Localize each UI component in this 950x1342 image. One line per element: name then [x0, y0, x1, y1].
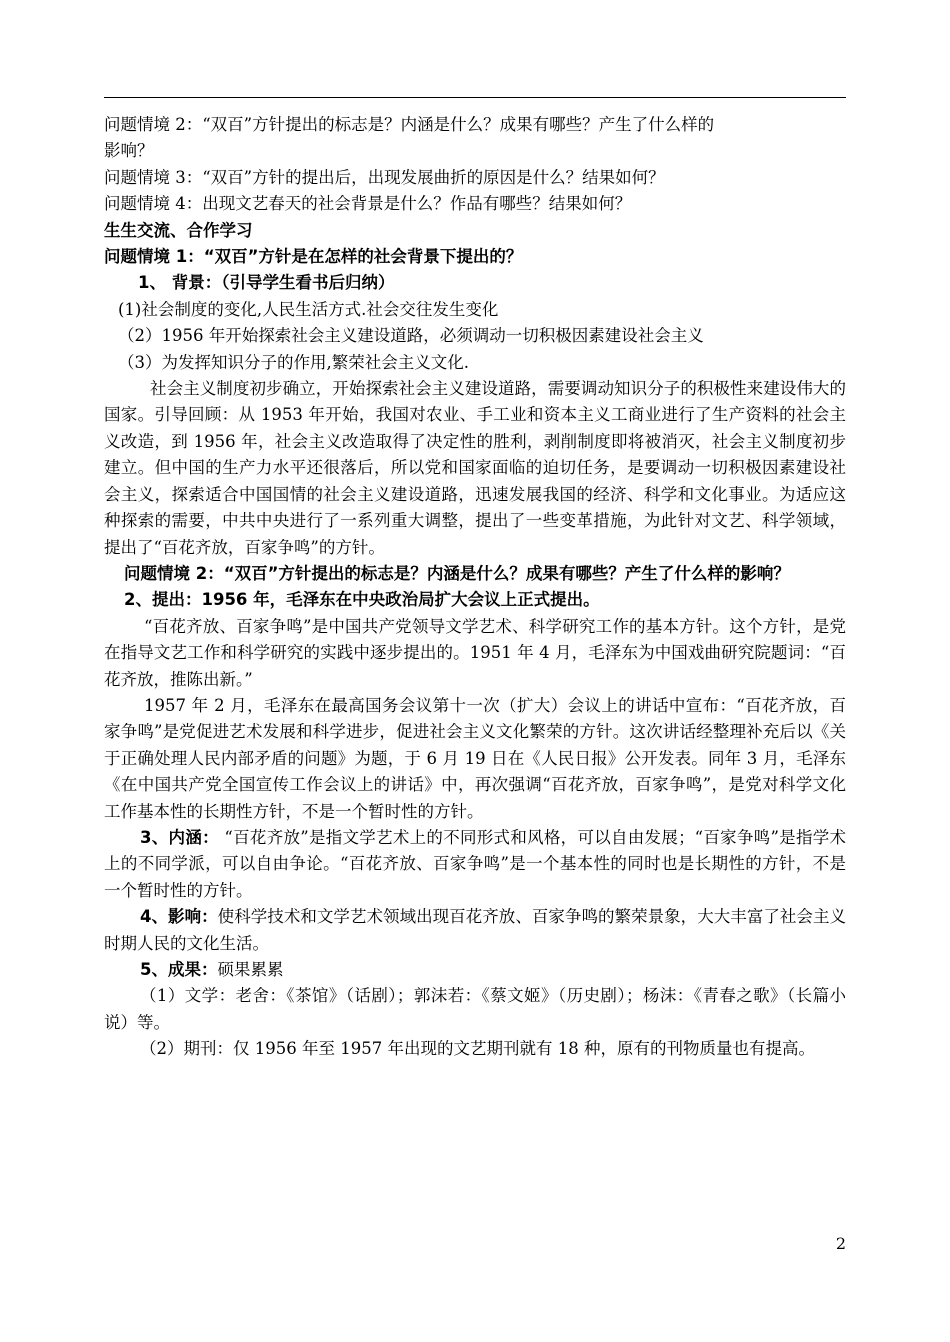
background-item-1: (1)社会制度的变化,人民生活方式.社会交往发生变化 — [118, 299, 499, 319]
connotation-paragraph — [104, 825, 846, 904]
influence-paragraph — [104, 904, 846, 957]
proposal-paragraph-1: “百花齐放、百家争鸣”是中国共产党领导文学艺术、科学研究工作的基本方针。这个方针，是党在指导文艺工作和科学研究的实践中逐步提出的。1951 年 4 月，毛泽东为中国戏曲研究院题词：“百花齐放，推陈出新。” — [104, 616, 846, 689]
background-item-3: （3）为发挥知识分子的作用,繁荣社会主义文化. — [118, 352, 469, 372]
achievement-line — [104, 957, 846, 983]
question-2-line: 问题情境 2：“双百”方针提出的标志是？内涵是什么？成果有哪些？产生了什么样的 — [104, 115, 715, 134]
connotation-text: “百花齐放”是指文学艺术上的不同形式和风格，可以自由发展；“百家争鸣”是指学术上的不同学派，可以自由争论。“百花齐放、百家争鸣”是一个基本性的同时也是长期性的方针，不是一个暂时性的方针。 — [104, 827, 847, 900]
influence-label: 4、影响： — [140, 907, 218, 927]
achievement-text: 硕果累累 — [217, 960, 284, 979]
achievement-item-1: （1）文学：老舍：《茶馆》（话剧）；郭沫若：《蔡文姬》（历史剧）；杨沫：《青春之歌》（长篇小说）等。 — [104, 986, 846, 1032]
proposal-paragraph-2: 1957 年 2 月，毛泽东在最高国务会议第十一次（扩大）会议上的讲话中宣布：“百花齐放，百家争鸣”是党促进艺术发展和科学进步，促进社会主义文化繁荣的方针。这次讲话经整理补充后以《关于正确处理人民内部矛盾的问题》为题，于 6 月 19 日在《人民日报》公开发表。同年 3 月，毛泽东《在中国共产党全国宣传工作会议上的讲话》中，再次强调“百花齐放，百家争鸣”，是党对科学文化工作基本性的长期性方针，不是一个暂时性的方针。 — [104, 695, 846, 821]
question-2-line-cont: 影响？ — [104, 141, 154, 161]
connotation-label: 3、内涵： — [140, 827, 219, 847]
proposal-heading: 2、提出：1956 年，毛泽东在中央政治局扩大会议上正式提出。 — [124, 590, 600, 610]
achievement-label: 5、成果： — [140, 960, 218, 979]
background-heading: 1、 背景：（引导学生看书后归纳） — [138, 273, 395, 293]
question-3-line: 问题情境 3：“双百”方针的提出后，出现发展曲折的原因是什么？结果如何？ — [104, 167, 665, 187]
header-rule — [104, 97, 846, 98]
page-number: 2 — [835, 1234, 846, 1253]
question-4-line: 问题情境 4：出现文艺春天的社会背景是什么？作品有哪些？结果如何？ — [104, 194, 632, 214]
achievement-item-2: （2）期刊：仅 1956 年至 1957 年出现的文艺期刊就有 18 种，原有的刊物质量也有提高。 — [140, 1039, 815, 1059]
page-content — [104, 112, 846, 1063]
question-1-heading: 问题情境 1：“双百”方针是在怎样的社会背景下提出的？ — [104, 247, 523, 267]
influence-text: 使科学技术和文学艺术领域出现百花齐放、百家争鸣的繁荣景象，大大丰富了社会主义时期人民的文化生活。 — [104, 907, 847, 953]
background-paragraph: 社会主义制度初步确立，开始探索社会主义建设道路，需要调动知识分子的积极性来建设伟大的国家。引导回顾：从 1953 年开始，我国对农业、手工业和资本主义工商业进行了生产资料的社会主义改造，到 1956 年，社会主义改造取得了决定性的胜利，剥削制度即将被消灭，社会主义制度初步建立。但中国的生产力水平还很落后，所以党和国家面临的迫切任务，是要调动一切积极因素建设社会主义，探索适合中国国情的社会主义建设道路，迅速发展我国的经济、科学和文化事业。为适应这种探索的需要，中共中央进行了一系列重大调整，提出了一些变革措施，为此针对文艺、科学领域，提出了“百花齐放，百家争鸣”的方针。 — [104, 379, 846, 557]
section-heading: 生生交流、合作学习 — [104, 220, 253, 240]
question-2-heading: 问题情境 2：“双百”方针提出的标志是？内涵是什么？成果有哪些？产生了什么样的影响？ — [124, 563, 790, 583]
background-item-2: （2）1956 年开始探索社会主义建设道路，必须调动一切积极因素建设社会主义 — [118, 326, 704, 346]
